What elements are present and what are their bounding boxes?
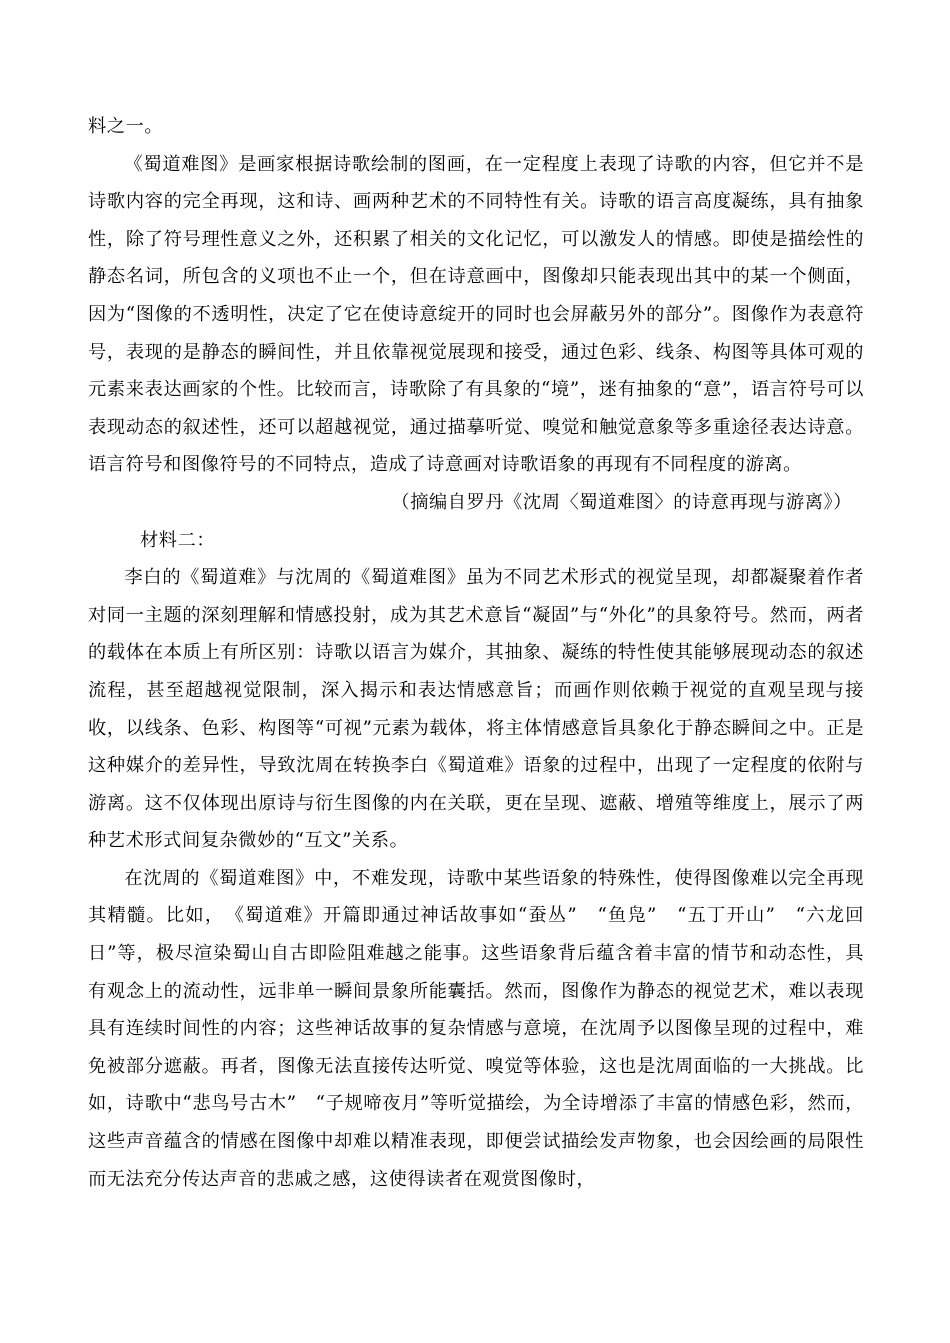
paragraph-material-one-body: 《蜀道难图》是画家根据诗歌绘制的图画，在一定程度上表现了诗歌的内容，但它并不是诗歌内容的完全再现，这和诗、画两种艺术的不同特性有关。诗歌的语言高度凝练，具有抽象性，除了符号理性意义之外，还积累了相关的文化记忆，可以激发人的情感。即使是描绘性的静态名词，所包含的义项也不止一个，但在诗意画中，图像却只能表现出其中的某一个侧面，因为“图像的不透明性，决定了它在使诗意绽开的同时也会屏蔽另外的部分”。图像作为表意符号，表现的是静态的瞬间性，并且依靠视觉展现和接受，通过色彩、线条、构图等具体可观的元素来表达画家的个性。比较而言，诗歌除了有具象的“境”，迷有抽象的“意”，语言符号可以表现动态的叙述性，还可以超越视觉，通过描摹听觉、嗅觉和触觉意象等多重途径表达诗意。语言符号和图像符号的不同特点，造成了诗意画对诗歌语象的再现有不同程度的游离。 — [88, 153, 864, 476]
paragraph-material-two-second: 在沈周的《蜀道难图》中，不难发现，诗歌中某些语象的特殊性，使得图像难以完全再现其精髓。比如， 《蜀道难》开篇即通过神话故事如“蚕丛” “鱼凫” “五丁开山” “六龙回日”等，极尽渲染蜀山自古即险阻难越之能事。这些语象背后蕴含着丰富的情节和动态性，具有观念上的流动性，远非单一瞬间景象所能囊括。然而，图像作为静态的视觉艺术，难以表现具有连续时间性的内容；这些神话故事的复杂情感与意境，在沈周予以图像呈现的过程中，难免被部分遮蔽。再者，图像无法直接传达听觉、嗅觉等体验，这也是沈周面临的一大挑战。比如，诗歌中“悲鸟号古木” “子规啼夜月”等听觉描绘，为全诗增添了丰富的情感色彩，然而，这些声音蕴含的情感在图像中却难以精准表现，即便尝试描绘发声物象，也会因绘画的局限性而无法充分传达声音的悲戚之感，这使得读者在观赏图像时， — [88, 867, 864, 1190]
paragraph-material-two-first: 李白的《蜀道难》与沈周的《蜀道难图》虽为不同艺术形式的视觉呈现，却都凝聚着作者对同一主题的深刻理解和情感投射，成为其艺术意旨“凝固”与“外化”的具象符号。然而，两者的载体在本质上有所区别：诗歌以语言为媒介，其抽象、凝练的特性使其能够展现动态的叙述流程，甚至超越视觉限制，深入揭示和表达情感意旨；而画作则依赖于视觉的直观呈现与接收，以线条、色彩、构图等“可视”元素为载体，将主体情感意旨具象化于静态瞬间之中。正是这种媒介的差异性，导致沈周在转换李白《蜀道难》语象的过程中，出现了一定程度的依附与游离。这不仅体现出原诗与衍生图像的内在关联，更在呈现、遮蔽、增殖等维度上，展示了两种艺术形式间复杂微妙的“互文”关系。 — [88, 567, 864, 852]
source-citation: （摘编自罗丹《沈周〈蜀道难图〉的诗意再现与游离》） — [391, 491, 852, 513]
document-page — [88, 108, 864, 1198]
paragraph-continuation: 料之一。 — [88, 116, 164, 137]
material-two-label: 材料二： — [140, 529, 216, 551]
